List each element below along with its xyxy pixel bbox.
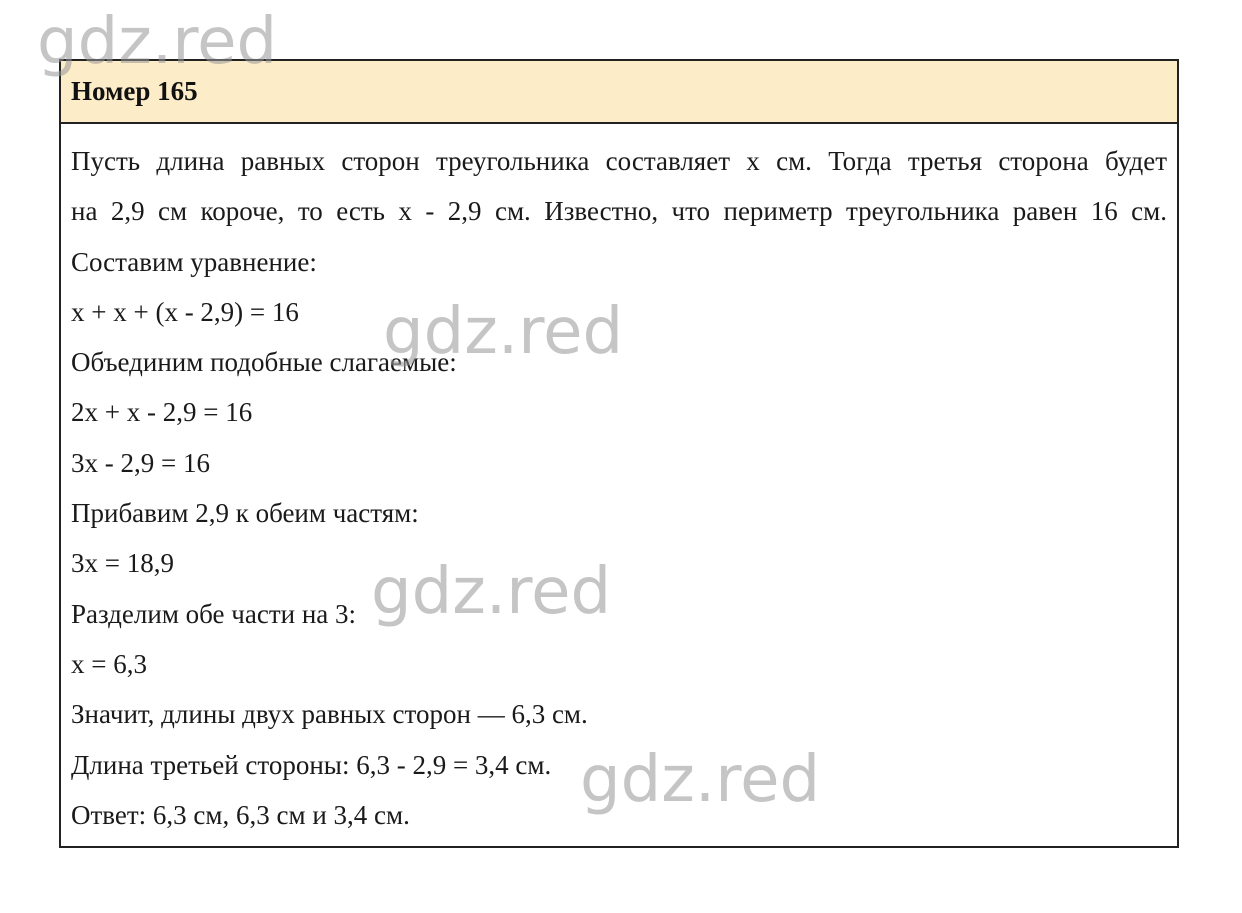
solution-line: Значит, длины двух равных сторон — 6,3 см. [71,699,588,730]
equation-line: 3x - 2,9 = 16 [71,447,210,478]
answer-line: Ответ: 6,3 см, 6,3 см и 3,4 см. [71,799,410,830]
solution-body [61,124,1177,840]
watermark-center-upper: gdz.red [383,295,624,369]
watermark-center-lower: gdz.red [580,743,821,817]
solution-line: Составим уравнение: [71,246,317,277]
solution-card [59,59,1179,848]
equation-line: 3x = 18,9 [71,548,174,579]
solution-line: Разделим обе части на 3: [71,598,357,629]
problem-title: Номер 165 [71,76,198,106]
solution-line: на 2,9 см короче, то есть x - 2,9 см. Известно, что периметр треугольника равен 16 см. [71,196,1167,227]
watermark-top-left: gdz.red [37,5,278,79]
equation-line: x + x + (x - 2,9) = 16 [71,296,299,327]
solution-line: Объединим подобные слагаемые: [71,347,457,378]
equation-line: x = 6,3 [71,648,147,679]
watermark-center-middle: gdz.red [371,555,612,629]
solution-line: Пусть длина равных сторон треугольника составляет x см. Тогда третья сторона будет [71,146,1167,176]
equation-line: 2x + x - 2,9 = 16 [71,397,253,428]
card-header [61,61,1177,124]
solution-line: Длина третьей стороны: 6,3 - 2,9 = 3,4 см. [71,749,552,780]
solution-line: Прибавим 2,9 к обеим частям: [71,498,419,529]
